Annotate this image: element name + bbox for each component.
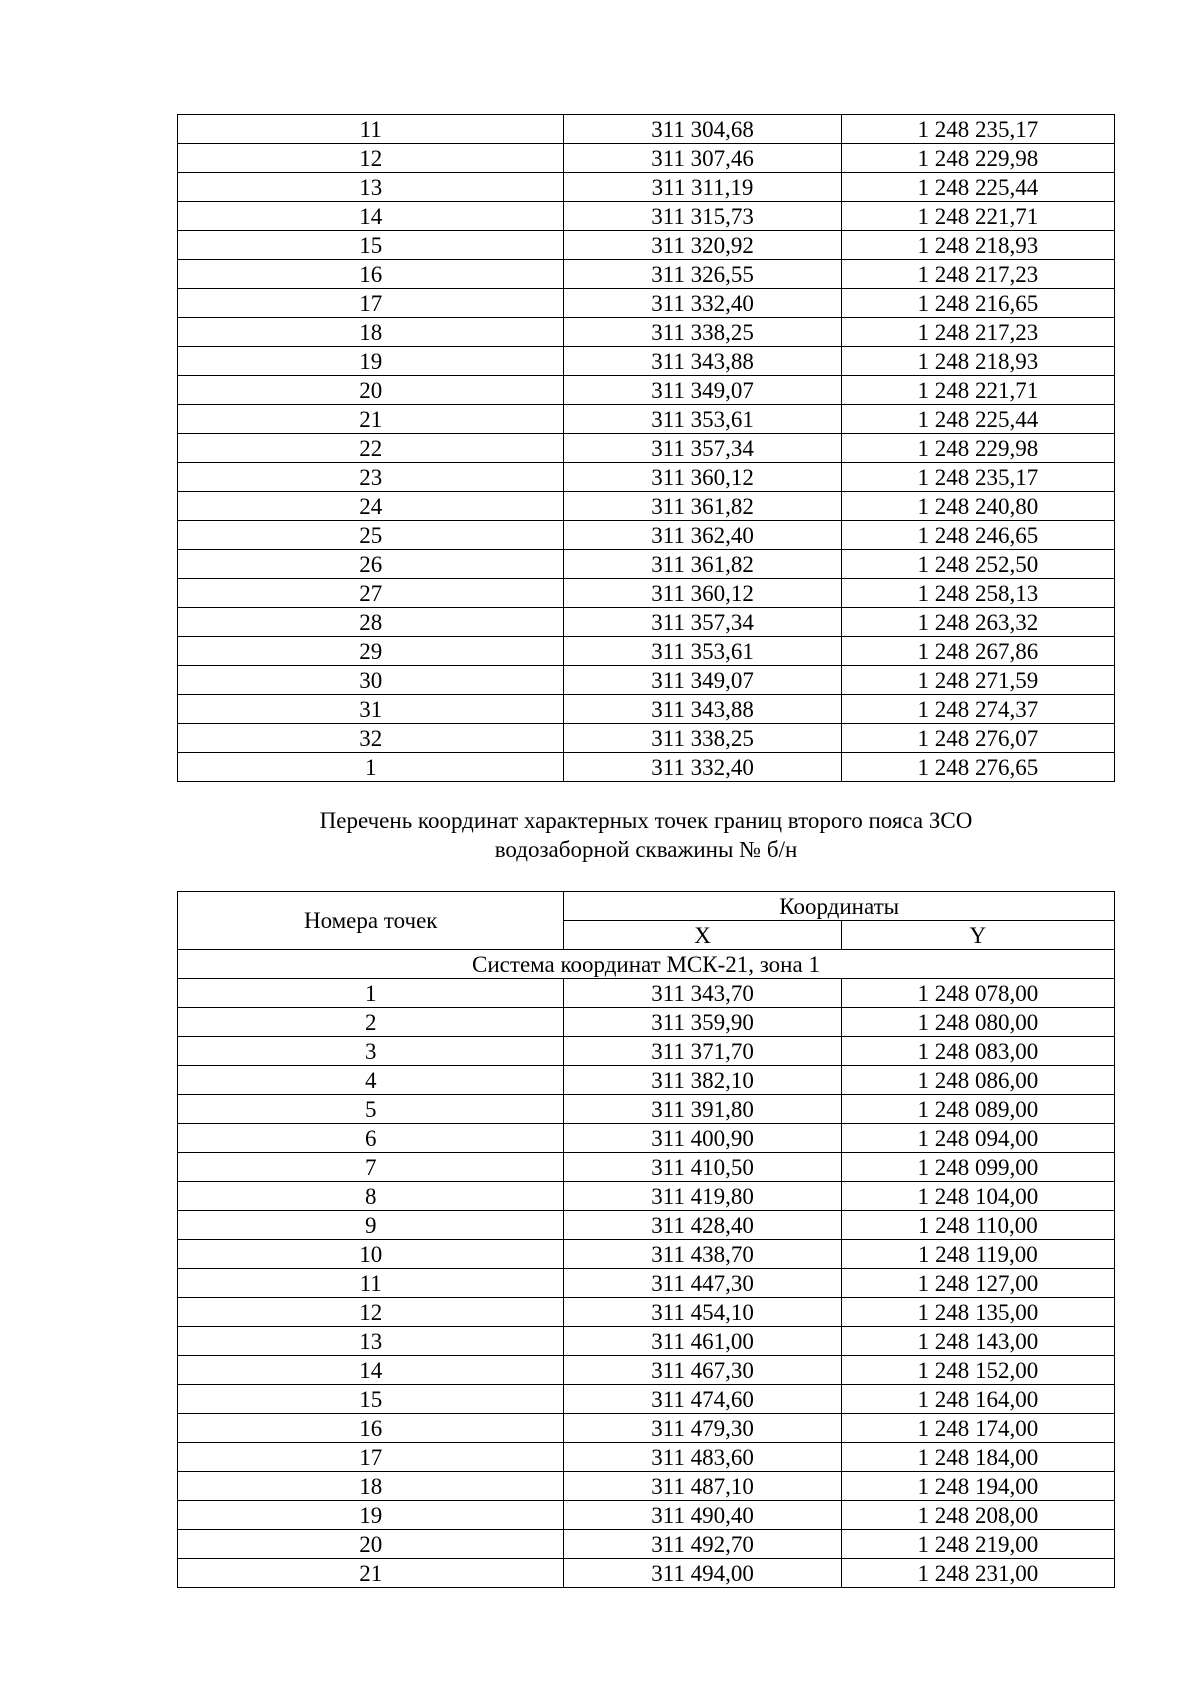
table-row: [178, 753, 1115, 782]
x-coordinate-cell: 311 332,40: [564, 753, 841, 782]
x-coordinate-cell: 311 338,25: [564, 318, 841, 347]
y-coordinate-cell: 1 248 219,00: [841, 1530, 1114, 1559]
caption-line-1: Перечень координат характерных точек границ второго пояса ЗСО: [319, 808, 973, 833]
point-number-cell: 18: [178, 1472, 564, 1501]
y-coordinate-cell: 1 248 174,00: [841, 1414, 1114, 1443]
point-number-cell: 20: [178, 376, 564, 405]
table-row: [178, 579, 1115, 608]
table-row: [178, 1327, 1115, 1356]
table-row: [178, 1559, 1115, 1588]
x-coordinate-cell: 311 338,25: [564, 724, 841, 753]
table-row: [178, 1298, 1115, 1327]
x-coordinate-cell: 311 353,61: [564, 637, 841, 666]
x-coordinate-cell: 311 467,30: [564, 1356, 841, 1385]
point-number-cell: 3: [178, 1037, 564, 1066]
table-row: [178, 521, 1115, 550]
table-header: [178, 892, 1115, 950]
point-number-cell: 27: [178, 579, 564, 608]
point-number-cell: 29: [178, 637, 564, 666]
y-coordinate-cell: 1 248 218,93: [841, 347, 1114, 376]
y-coordinate-cell: 1 248 252,50: [841, 550, 1114, 579]
x-coordinate-cell: 311 307,46: [564, 144, 841, 173]
x-coordinate-cell: 311 438,70: [564, 1240, 841, 1269]
x-coordinate-cell: 311 343,70: [564, 979, 841, 1008]
header-coordinates: Координаты: [564, 892, 1115, 921]
point-number-cell: 2: [178, 1008, 564, 1037]
x-coordinate-cell: 311 357,34: [564, 608, 841, 637]
coordinate-system-row: [178, 950, 1115, 979]
x-coordinate-cell: 311 362,40: [564, 521, 841, 550]
table-row: [178, 1066, 1115, 1095]
x-coordinate-cell: 311 479,30: [564, 1414, 841, 1443]
point-number-cell: 22: [178, 434, 564, 463]
point-number-cell: 7: [178, 1153, 564, 1182]
y-coordinate-cell: 1 248 194,00: [841, 1472, 1114, 1501]
x-coordinate-cell: 311 447,30: [564, 1269, 841, 1298]
y-coordinate-cell: 1 248 229,98: [841, 144, 1114, 173]
point-number-cell: 23: [178, 463, 564, 492]
y-coordinate-cell: 1 248 164,00: [841, 1385, 1114, 1414]
x-coordinate-cell: 311 360,12: [564, 579, 841, 608]
y-coordinate-cell: 1 248 110,00: [841, 1211, 1114, 1240]
point-number-cell: 16: [178, 260, 564, 289]
table-row: [178, 1414, 1115, 1443]
table-row: [178, 1095, 1115, 1124]
y-coordinate-cell: 1 248 099,00: [841, 1153, 1114, 1182]
point-number-cell: 21: [178, 1559, 564, 1588]
point-number-cell: 26: [178, 550, 564, 579]
x-coordinate-cell: 311 349,07: [564, 376, 841, 405]
y-coordinate-cell: 1 248 127,00: [841, 1269, 1114, 1298]
y-coordinate-cell: 1 248 271,59: [841, 666, 1114, 695]
table-row: [178, 434, 1115, 463]
table-row: [178, 695, 1115, 724]
x-coordinate-cell: 311 494,00: [564, 1559, 841, 1588]
point-number-cell: 19: [178, 347, 564, 376]
point-number-cell: 4: [178, 1066, 564, 1095]
y-coordinate-cell: 1 248 208,00: [841, 1501, 1114, 1530]
point-number-cell: 25: [178, 521, 564, 550]
x-coordinate-cell: 311 400,90: [564, 1124, 841, 1153]
point-number-cell: 1: [178, 753, 564, 782]
x-coordinate-cell: 311 359,90: [564, 1008, 841, 1037]
y-coordinate-cell: 1 248 184,00: [841, 1443, 1114, 1472]
table-row: [178, 1240, 1115, 1269]
table-row: [178, 1153, 1115, 1182]
point-number-cell: 6: [178, 1124, 564, 1153]
y-coordinate-cell: 1 248 094,00: [841, 1124, 1114, 1153]
point-number-cell: 32: [178, 724, 564, 753]
table-row: [178, 347, 1115, 376]
table-row: [178, 492, 1115, 521]
point-number-cell: 13: [178, 1327, 564, 1356]
y-coordinate-cell: 1 248 086,00: [841, 1066, 1114, 1095]
y-coordinate-cell: 1 248 276,07: [841, 724, 1114, 753]
point-number-cell: 15: [178, 231, 564, 260]
x-coordinate-cell: 311 304,68: [564, 115, 841, 144]
y-coordinate-cell: 1 248 217,23: [841, 260, 1114, 289]
table-row: [178, 144, 1115, 173]
x-coordinate-cell: 311 343,88: [564, 695, 841, 724]
x-coordinate-cell: 311 332,40: [564, 289, 841, 318]
table-row: [178, 1211, 1115, 1240]
point-number-cell: 20: [178, 1530, 564, 1559]
x-coordinate-cell: 311 361,82: [564, 492, 841, 521]
point-number-cell: 12: [178, 1298, 564, 1327]
point-number-cell: 30: [178, 666, 564, 695]
x-coordinate-cell: 311 320,92: [564, 231, 841, 260]
table-caption: [177, 806, 1115, 864]
x-coordinate-cell: 311 311,19: [564, 173, 841, 202]
y-coordinate-cell: 1 248 235,17: [841, 463, 1114, 492]
y-coordinate-cell: 1 248 221,71: [841, 202, 1114, 231]
x-coordinate-cell: 311 353,61: [564, 405, 841, 434]
point-number-cell: 11: [178, 1269, 564, 1298]
point-number-cell: 10: [178, 1240, 564, 1269]
table-row: [178, 1269, 1115, 1298]
x-coordinate-cell: 311 492,70: [564, 1530, 841, 1559]
table-row: [178, 666, 1115, 695]
y-coordinate-cell: 1 248 263,32: [841, 608, 1114, 637]
point-number-cell: 24: [178, 492, 564, 521]
table-row: [178, 463, 1115, 492]
y-coordinate-cell: 1 248 083,00: [841, 1037, 1114, 1066]
point-number-cell: 16: [178, 1414, 564, 1443]
y-coordinate-cell: 1 248 119,00: [841, 1240, 1114, 1269]
coordinate-system-label: Система координат МСК-21, зона 1: [178, 950, 1115, 979]
table-row: [178, 637, 1115, 666]
y-coordinate-cell: 1 248 217,23: [841, 318, 1114, 347]
point-number-cell: 5: [178, 1095, 564, 1124]
x-coordinate-cell: 311 371,70: [564, 1037, 841, 1066]
y-coordinate-cell: 1 248 089,00: [841, 1095, 1114, 1124]
point-number-cell: 1: [178, 979, 564, 1008]
y-coordinate-cell: 1 248 152,00: [841, 1356, 1114, 1385]
x-coordinate-cell: 311 391,80: [564, 1095, 841, 1124]
x-coordinate-cell: 311 315,73: [564, 202, 841, 231]
point-number-cell: 17: [178, 289, 564, 318]
x-coordinate-cell: 311 474,60: [564, 1385, 841, 1414]
x-coordinate-cell: 311 357,34: [564, 434, 841, 463]
table-row: [178, 1182, 1115, 1211]
x-coordinate-cell: 311 419,80: [564, 1182, 841, 1211]
header-y: Y: [841, 921, 1114, 950]
table-row: [178, 376, 1115, 405]
y-coordinate-cell: 1 248 231,00: [841, 1559, 1114, 1588]
y-coordinate-cell: 1 248 216,65: [841, 289, 1114, 318]
table-row: [178, 1356, 1115, 1385]
x-coordinate-cell: 311 428,40: [564, 1211, 841, 1240]
table-row: [178, 724, 1115, 753]
x-coordinate-cell: 311 326,55: [564, 260, 841, 289]
point-number-cell: 9: [178, 1211, 564, 1240]
point-number-cell: 14: [178, 202, 564, 231]
table-row: [178, 318, 1115, 347]
y-coordinate-cell: 1 248 143,00: [841, 1327, 1114, 1356]
table-row: [178, 260, 1115, 289]
table-row: [178, 550, 1115, 579]
table-row: [178, 608, 1115, 637]
y-coordinate-cell: 1 248 276,65: [841, 753, 1114, 782]
x-coordinate-cell: 311 343,88: [564, 347, 841, 376]
table-row: [178, 1472, 1115, 1501]
y-coordinate-cell: 1 248 229,98: [841, 434, 1114, 463]
point-number-cell: 19: [178, 1501, 564, 1530]
x-coordinate-cell: 311 461,00: [564, 1327, 841, 1356]
table-row: [178, 1530, 1115, 1559]
caption-line-2: водозаборной скважины № б/н: [494, 837, 798, 862]
table-row: [178, 1501, 1115, 1530]
table-row: [178, 231, 1115, 260]
point-number-cell: 14: [178, 1356, 564, 1385]
y-coordinate-cell: 1 248 274,37: [841, 695, 1114, 724]
table-row: [178, 115, 1115, 144]
header-x: X: [564, 921, 841, 950]
coordinates-table-zone-2: [177, 891, 1115, 1588]
point-number-cell: 11: [178, 115, 564, 144]
y-coordinate-cell: 1 248 080,00: [841, 1008, 1114, 1037]
table-row: [178, 173, 1115, 202]
table-row: [178, 1443, 1115, 1472]
table-row: [178, 405, 1115, 434]
point-number-cell: 21: [178, 405, 564, 434]
point-number-cell: 15: [178, 1385, 564, 1414]
table-row: [178, 1008, 1115, 1037]
x-coordinate-cell: 311 360,12: [564, 463, 841, 492]
point-number-cell: 8: [178, 1182, 564, 1211]
table-row: [178, 202, 1115, 231]
point-number-cell: 18: [178, 318, 564, 347]
x-coordinate-cell: 311 490,40: [564, 1501, 841, 1530]
x-coordinate-cell: 311 349,07: [564, 666, 841, 695]
coordinates-table-continued: [177, 114, 1115, 782]
table-row: [178, 1037, 1115, 1066]
table-row: [178, 1124, 1115, 1153]
y-coordinate-cell: 1 248 240,80: [841, 492, 1114, 521]
point-number-cell: 12: [178, 144, 564, 173]
x-coordinate-cell: 311 487,10: [564, 1472, 841, 1501]
point-number-cell: 13: [178, 173, 564, 202]
y-coordinate-cell: 1 248 135,00: [841, 1298, 1114, 1327]
table-row: [178, 289, 1115, 318]
coordinates-table-body: [178, 950, 1115, 1588]
x-coordinate-cell: 311 361,82: [564, 550, 841, 579]
coordinates-table-body: [178, 115, 1115, 782]
x-coordinate-cell: 311 410,50: [564, 1153, 841, 1182]
x-coordinate-cell: 311 382,10: [564, 1066, 841, 1095]
y-coordinate-cell: 1 248 235,17: [841, 115, 1114, 144]
header-point-numbers: Номера точек: [178, 892, 564, 950]
y-coordinate-cell: 1 248 218,93: [841, 231, 1114, 260]
y-coordinate-cell: 1 248 258,13: [841, 579, 1114, 608]
table-row: [178, 1385, 1115, 1414]
table-row: [178, 979, 1115, 1008]
point-number-cell: 28: [178, 608, 564, 637]
point-number-cell: 31: [178, 695, 564, 724]
header-row: [178, 892, 1115, 921]
y-coordinate-cell: 1 248 225,44: [841, 405, 1114, 434]
point-number-cell: 17: [178, 1443, 564, 1472]
y-coordinate-cell: 1 248 246,65: [841, 521, 1114, 550]
x-coordinate-cell: 311 454,10: [564, 1298, 841, 1327]
y-coordinate-cell: 1 248 104,00: [841, 1182, 1114, 1211]
y-coordinate-cell: 1 248 078,00: [841, 979, 1114, 1008]
y-coordinate-cell: 1 248 221,71: [841, 376, 1114, 405]
y-coordinate-cell: 1 248 267,86: [841, 637, 1114, 666]
x-coordinate-cell: 311 483,60: [564, 1443, 841, 1472]
y-coordinate-cell: 1 248 225,44: [841, 173, 1114, 202]
